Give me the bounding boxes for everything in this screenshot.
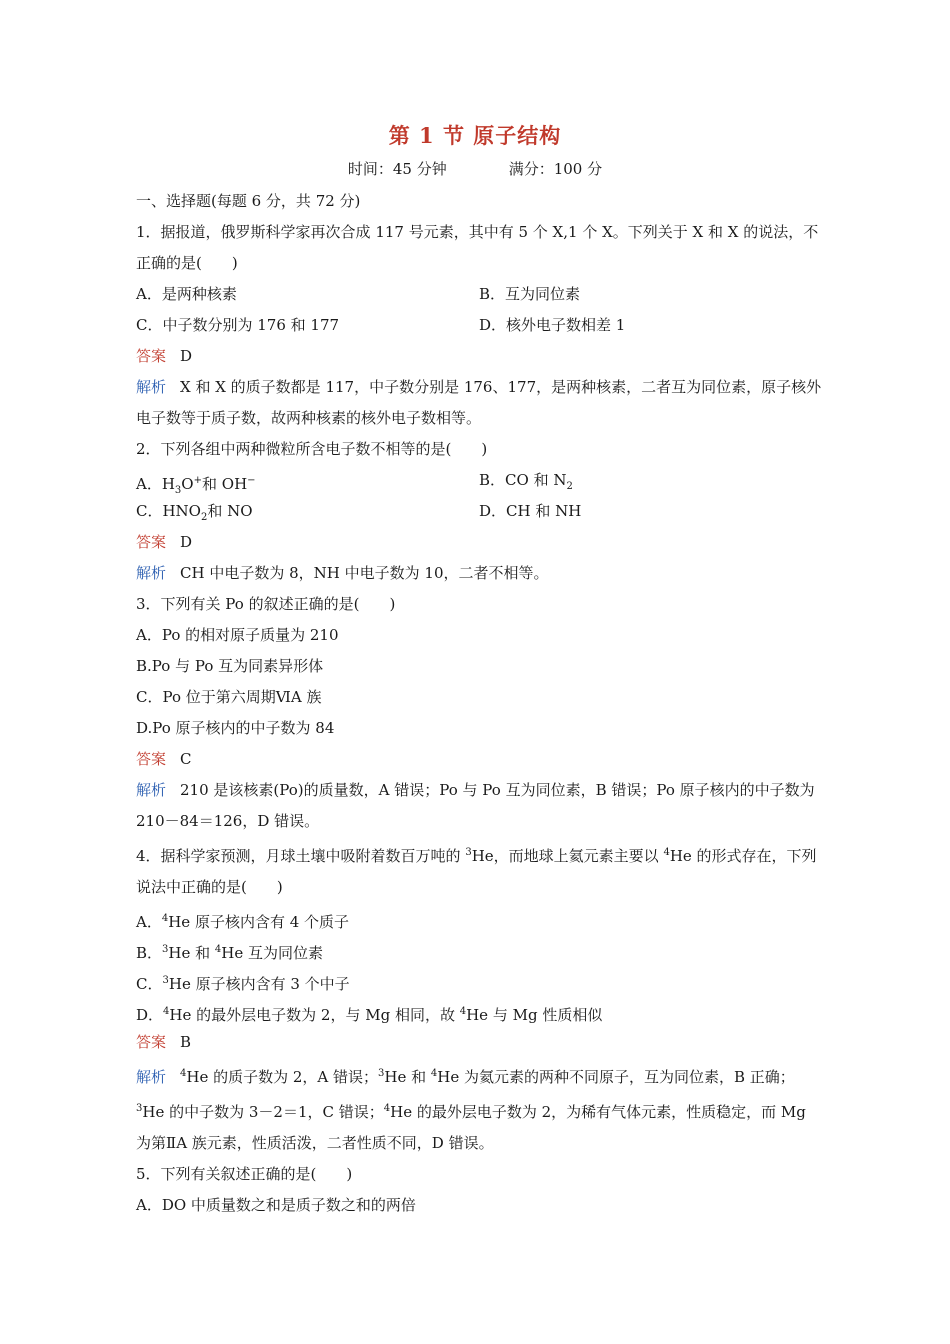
question-1-options-row-2 bbox=[136, 310, 822, 341]
question-2-analysis bbox=[136, 558, 822, 589]
exam-meta bbox=[0, 158, 950, 179]
option-d: D．CH 和 NH bbox=[479, 502, 582, 520]
option-b: B．互为同位素 bbox=[479, 285, 581, 303]
answer-value: D bbox=[180, 347, 193, 365]
question-1-stem: 1．据报道，俄罗斯科学家再次合成 117 号元素，其中有 5 个 X,1 个 X。下列关于 X 和 X 的说法，不正确的是( ) bbox=[136, 223, 819, 272]
question-5-stem: 5．下列有关叙述正确的是( ) bbox=[136, 1165, 353, 1183]
question-4-answer bbox=[136, 1027, 822, 1058]
option-c: C．Po 位于第六周期ⅥA 族 bbox=[136, 688, 322, 706]
answer-value: B bbox=[180, 1033, 192, 1051]
option-c: C．$HNO_2$和 NO bbox=[136, 502, 253, 523]
question-1-options-row-1 bbox=[136, 279, 822, 310]
question-2-options-row-1 bbox=[136, 465, 822, 496]
analysis-label: 解析 bbox=[136, 378, 167, 396]
analysis-label: 解析 bbox=[136, 781, 167, 799]
answer-label: 答案 bbox=[136, 533, 167, 551]
question-3-answer bbox=[136, 744, 822, 775]
option-a: A．DO 中质量数之和是质子数之和的两倍 bbox=[136, 1196, 416, 1214]
option-a: A．$H_3O^+$和 OH− bbox=[136, 475, 256, 496]
option-a: A．$^4$He 原子核内含有 4 个质子 bbox=[136, 913, 350, 931]
answer-label: 答案 bbox=[136, 1033, 167, 1051]
option-c: C．中子数分别为 176 和 177 bbox=[136, 316, 340, 334]
option-c: C．$^3$He 原子核内含有 3 个中子 bbox=[136, 975, 350, 993]
section-heading: 一、选择题(每题 6 分，共 72 分) bbox=[136, 192, 361, 210]
question-2-options-row-2 bbox=[136, 496, 822, 527]
page-title: 第 1 节 原子结构 bbox=[388, 123, 562, 148]
option-b: B．$^3$He 和 $^4$He 互为同位素 bbox=[136, 944, 324, 962]
option-a: A．Po 的相对原子质量为 210 bbox=[136, 626, 339, 644]
question-2-stem: 2．下列各组中两种微粒所含电子数不相等的是( ) bbox=[136, 440, 488, 458]
option-a: A．是两种核素 bbox=[136, 285, 237, 303]
question-1-analysis bbox=[136, 372, 822, 434]
option-b: B．CO 和 $N_2$ bbox=[479, 471, 573, 492]
analysis-label: 解析 bbox=[136, 564, 167, 582]
analysis-text: 210 是该核素(Po)的质量数，A 错误；Po 与 Po 互为同位素，B 错误；Po 原子核内的中子数为 210－84＝126，D 错误。 bbox=[136, 781, 815, 830]
answer-label: 答案 bbox=[136, 347, 167, 365]
time-limit: 时间：45 分钟 bbox=[347, 160, 447, 178]
analysis-text: X 和 X 的质子数都是 117，中子数分别是 176、177，是两种核素，二者互为同位素，原子核外电子数等于质子数，故两种核素的核外电子数相等。 bbox=[136, 378, 822, 427]
answer-value: D bbox=[180, 533, 193, 551]
question-3-stem: 3．下列有关 Po 的叙述正确的是( ) bbox=[136, 595, 396, 613]
analysis-label: 解析 bbox=[136, 1068, 167, 1086]
option-d: D．核外电子数相差 1 bbox=[479, 316, 626, 334]
full-score: 满分：100 分 bbox=[508, 160, 603, 178]
analysis-text: CH 中电子数为 8，NH 中电子数为 10，二者不相等。 bbox=[180, 564, 549, 582]
question-list bbox=[136, 186, 822, 1221]
option-b: B.Po 与 Po 互为同素异形体 bbox=[136, 657, 324, 675]
question-3-analysis bbox=[136, 775, 822, 837]
question-2-answer bbox=[136, 527, 822, 558]
question-1-answer bbox=[136, 341, 822, 372]
answer-label: 答案 bbox=[136, 750, 167, 768]
question-4-stem: 4．据科学家预测，月球土壤中吸附着数百万吨的 $^3$He，而地球上氦元素主要以 $^4$He 的形式存在，下列说法中正确的是( ) bbox=[136, 847, 817, 896]
question-4-analysis: 解析 $^4$He 的质子数为 2，A 错误；$^3$He 和 $^4$He 为氦元素的两种不同原子，互为同位素，B 正确；$^3$He 的中子数为 3－2＝1，C 错误；$^4$He 的最外层电子数为 2，为稀有气体元素，性质稳定，而 Mg 为第ⅡA 族元素，性质活泼，二者性质不同，D 错误。 bbox=[136, 1068, 806, 1152]
answer-value: C bbox=[180, 750, 192, 768]
option-d: D.Po 原子核内的中子数为 84 bbox=[136, 719, 335, 737]
option-d: D．$^4$He 的最外层电子数为 2，与 Mg 相同，故 $^4$He 与 Mg 性质相似 bbox=[136, 1006, 603, 1024]
